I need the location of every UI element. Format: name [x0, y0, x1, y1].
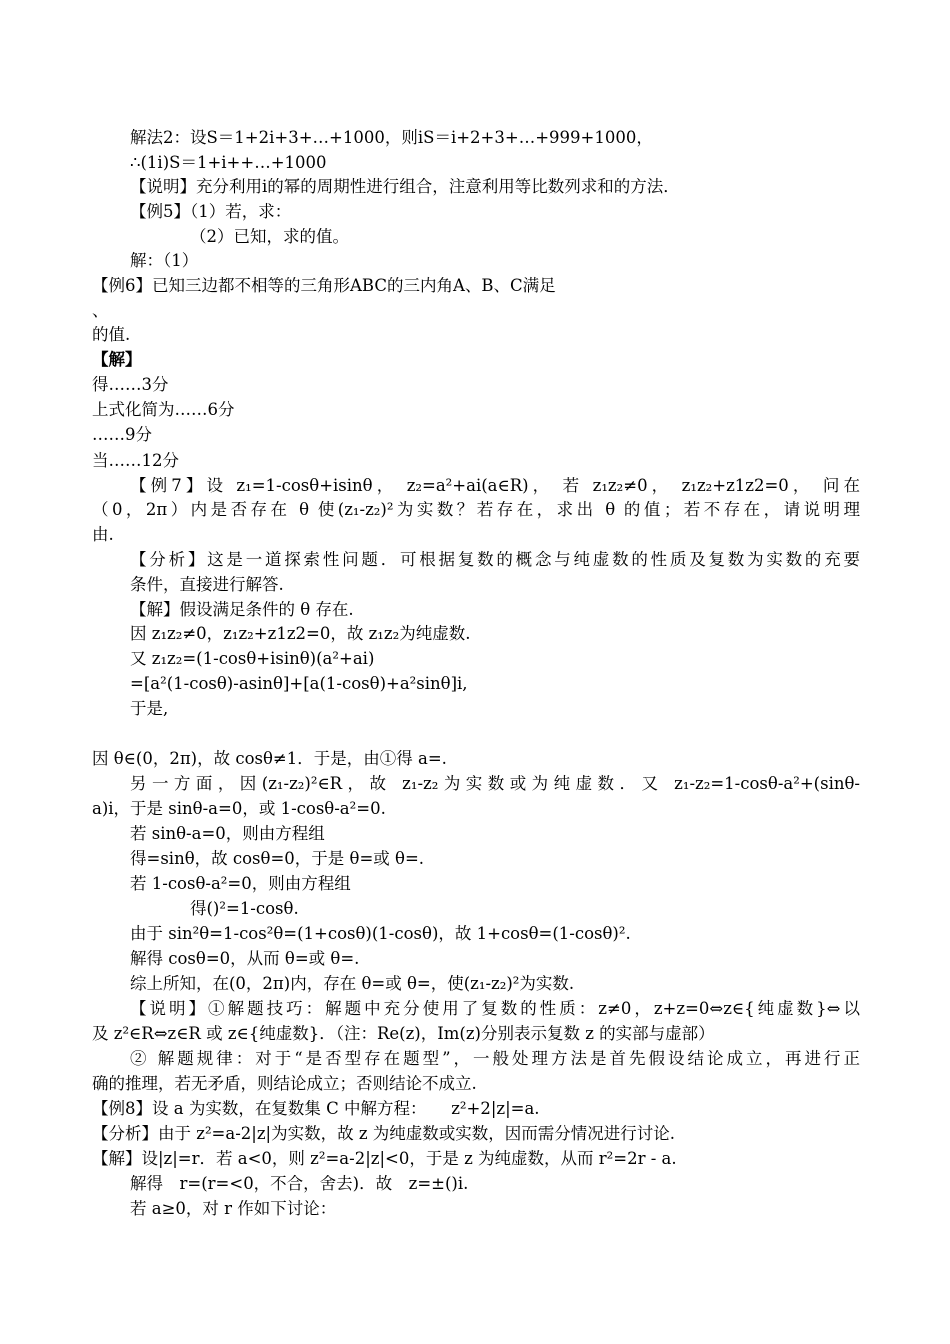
text-line: 由于 sin²θ=1-cos²θ=(1+cosθ)(1-cosθ)，故 1+cosθ=(1-cosθ)².	[130, 924, 631, 943]
text-line: 若 sinθ-a=0，则由方程组	[130, 824, 325, 843]
text-line: 得=sinθ，故 cosθ=0，于是 θ=或 θ=.	[130, 849, 425, 868]
text-line: 及 z²∈R⇔z∈R 或 z∈{纯虚数}．（注：Re(z)，Im(z)分别表示复数 z 的实部与虚部）	[92, 1024, 715, 1043]
solution-heading: 【解】	[92, 350, 142, 369]
example-heading: 【例7】设 z₁=1-cosθ+isinθ， z₂=a²+ai(a∈R)， 若 z₁z₂≠0， z₁z₂+z1z2=0， 问在	[130, 476, 860, 495]
text-line: 若 a≥0，对 r 作如下讨论：	[130, 1199, 337, 1218]
text-line: 上式化简为……6分	[92, 400, 235, 419]
text-line: 条件，直接进行解答.	[130, 575, 284, 594]
text-line: 【说明】充分利用i的幂的周期性进行组合，注意利用等比数列求和的方法．	[130, 177, 680, 196]
text-line: 【分析】这是一道探索性问题．可根据复数的概念与纯虚数的性质及复数为实数的充要	[130, 550, 860, 569]
text-line: a)i，于是 sinθ-a=0，或 1-cosθ-a²=0.	[92, 799, 386, 818]
text-line: （0，2π）内是否存在 θ 使(z₁-z₂)²为实数？若存在，求出 θ 的值；若不存在，请说明理	[92, 500, 860, 519]
text-line: ② 解题规律：对于“是否型存在题型”，一般处理方法是首先假设结论成立，再进行正	[130, 1049, 860, 1068]
text-line: ∴(1i)S＝1+i++…+1000	[130, 153, 327, 172]
text-line: 由.	[92, 525, 114, 544]
text-line: 解法2：设S＝1+2i+3+…+1000，则iS＝i+2+3+…+999+1000，	[130, 128, 653, 147]
text-line: 解得 cosθ=0，从而 θ=或 θ=.	[130, 949, 360, 968]
text-line: 若 1-cosθ-a²=0，则由方程组	[130, 874, 351, 893]
text-line: 得()²=1-cosθ.	[190, 899, 299, 918]
text-line: 的值.	[92, 325, 131, 344]
text-line: 【例5】（1）若，求：	[130, 202, 292, 221]
text-line: 因 z₁z₂≠0，z₁z₂+z1z2=0，故 z₁z₂为纯虚数.	[130, 624, 471, 643]
text-line: 当……12分	[92, 451, 179, 470]
text-line: 【解】假设满足条件的 θ 存在.	[130, 600, 354, 619]
text-line: （2）已知，求的值。	[190, 227, 349, 246]
text-line: 【分析】由于 z²=a-2|z|为实数，故 z 为纯虚数或实数，因而需分情况进行讨论.	[92, 1124, 676, 1143]
text-line: 得……3分	[92, 375, 169, 394]
text-line: 【解】设|z|=r．若 a<0，则 z²=a-2|z|<0，于是 z 为纯虚数，从而 r²=2r - a.	[92, 1149, 677, 1168]
text-line: 、	[92, 301, 109, 320]
text-line: 确的推理，若无矛盾，则结论成立；否则结论不成立.	[92, 1074, 477, 1093]
text-line: =[a²(1-cosθ)-asinθ]+[a(1-cosθ)+a²sinθ]i,	[130, 674, 468, 693]
note-heading: 【说明】①解题技巧：解题中充分使用了复数的性质：z≠0，z+z=0⇔z∈{纯虚数}⇔以	[130, 999, 860, 1018]
text-line: 另一方面，因(z₁-z₂)²∈R，故 z₁-z₂为实数或为纯虚数．又 z₁-z₂=1-cosθ-a²+(sinθ-	[130, 774, 860, 793]
text-line: 于是,	[130, 699, 169, 718]
text-line: 又 z₁z₂=(1-cosθ+isinθ)(a²+ai)	[130, 649, 375, 668]
text-line: 综上所知，在(0，2π)内，存在 θ=或 θ=，使(z₁-z₂)²为实数.	[130, 974, 575, 993]
text-line: 因 θ∈(0，2π)，故 cosθ≠1．于是，由①得 a=.	[92, 749, 447, 768]
example-heading: 【例8】设 a 为实数，在复数集 C 中解方程： z²+2|z|=a.	[92, 1099, 540, 1118]
text-line: 解：（1）	[130, 251, 199, 270]
example-heading: 【例6】已知三边都不相等的三角形ABC的三内角A、B、C满足	[92, 276, 556, 295]
text-line: 解得 r=(r=<0，不合，舍去)．故 z=±()i.	[130, 1174, 469, 1193]
text-line: ……9分	[92, 425, 152, 444]
